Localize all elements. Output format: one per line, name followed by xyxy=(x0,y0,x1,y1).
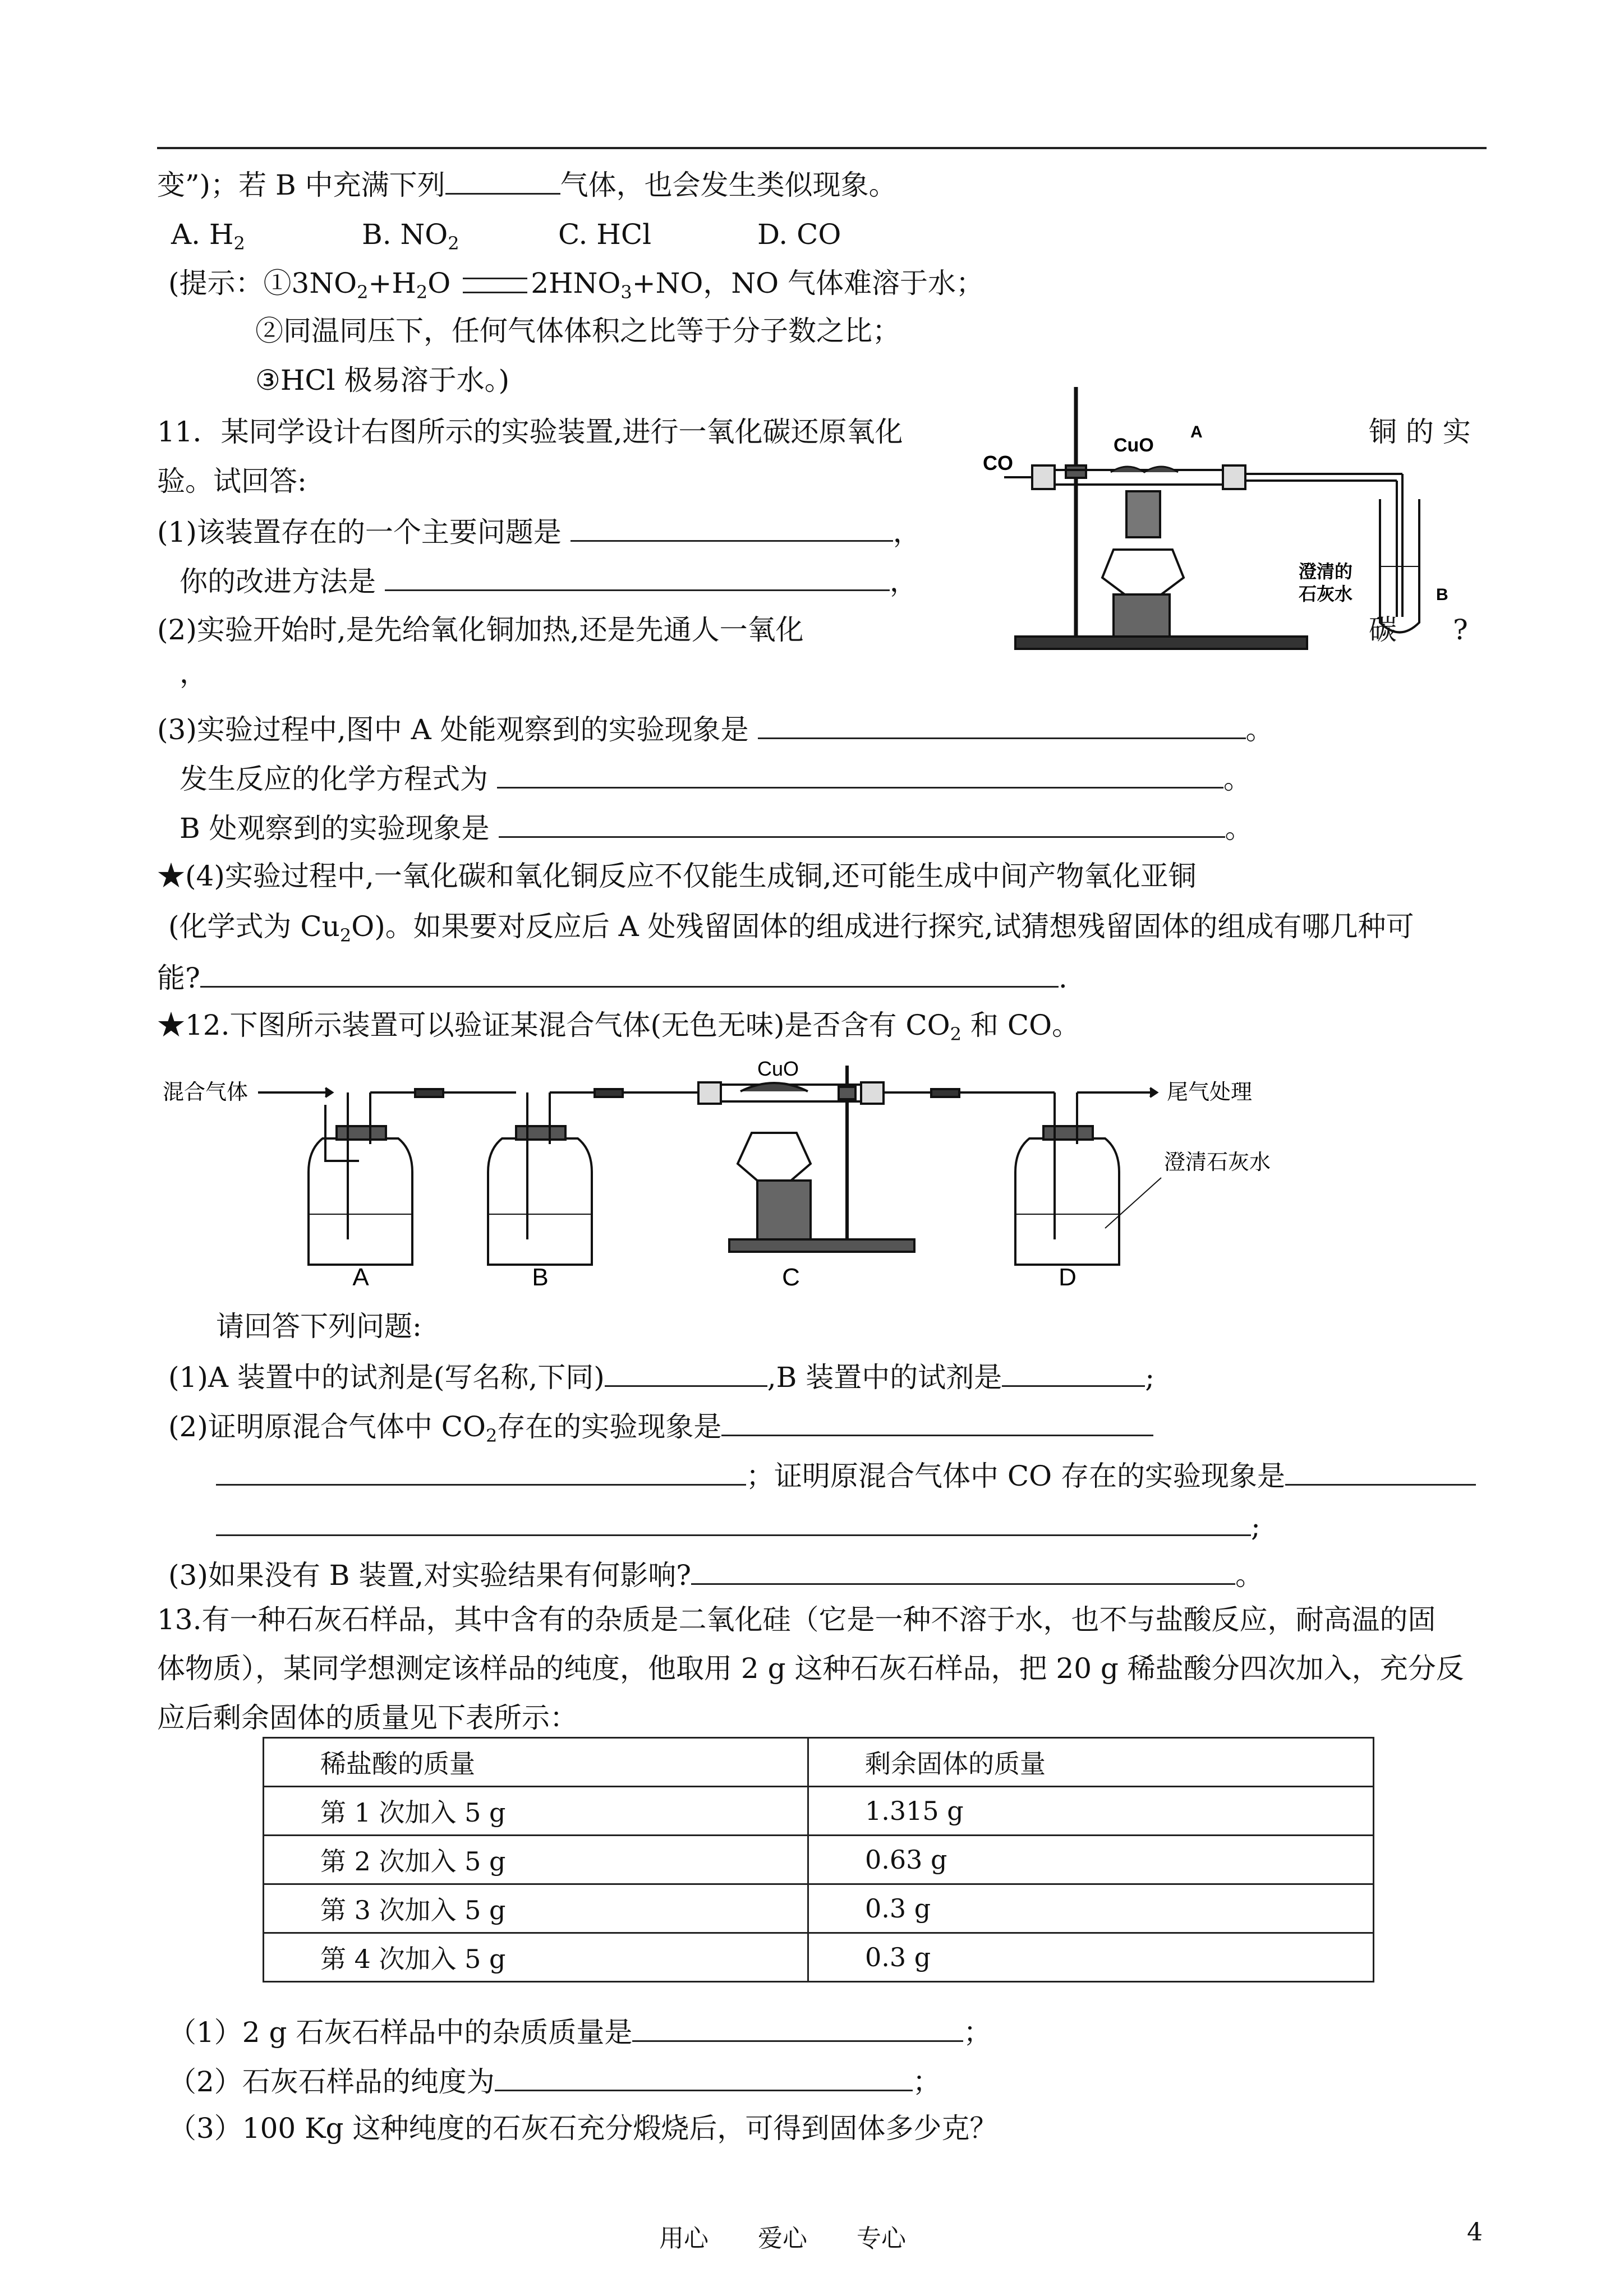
table-row xyxy=(264,1787,1374,1836)
table-row xyxy=(264,1933,1374,1982)
fig-label-mixed-gas: 混合气体 xyxy=(163,1081,249,1104)
q11-part4a: ★(4)实验过程中,一氧化碳和氧化铜反应不仅能生成铜,还可能生成中间产物氧化亚铜 xyxy=(157,860,1197,892)
q10-option-a[interactable]: A. $H_2$ xyxy=(171,218,245,254)
table-cell: 第 4 次加入 5 g xyxy=(264,1933,808,1982)
q13-part3: （3）100 Kg 这种纯度的石灰石充分煅烧后，可得到固体多少克？ xyxy=(168,2112,998,2145)
q11-part1a-blank[interactable] xyxy=(571,513,893,542)
test-tube-b xyxy=(1380,499,1419,633)
table-cell: 0.3 g xyxy=(808,1884,1374,1933)
q12-stem: ★12.下图所示装置可以验证某混合气体(无色无味)是否含有 $CO_2$ 和 CO。 xyxy=(157,1009,1080,1045)
q10-line1-tail: 气体，也会发生类似现象。 xyxy=(560,169,897,201)
alcohol-lamp xyxy=(1102,550,1184,594)
q13-line2: 体物质），某同学想测定该样品的纯度，他取用 2 g 这种石灰石样品，把 20 g 稀盐酸分四次加入，充分反 xyxy=(157,1652,1464,1685)
q12-part2-blank-c[interactable] xyxy=(1285,1457,1476,1486)
q10-option-c[interactable]: C. HCl xyxy=(558,218,652,251)
q11-part3c: B 处观察到的实验现象是 。 xyxy=(180,809,1253,845)
page-number: 4 xyxy=(1467,2218,1483,2247)
q11-part4c: 能? . xyxy=(157,959,1068,995)
q13-line3: 应后剩余固体的质量见下表所示： xyxy=(157,1702,578,1734)
fig-label-cuo-12: CuO xyxy=(757,1057,799,1080)
q10-hint1: (提示：$①3NO_2+H_2O$ $2HNO_3+NO$，NO 气体难溶于水； xyxy=(168,267,984,303)
wire-gauze xyxy=(1126,491,1160,537)
fig-label-lime-water: 澄清石灰水 xyxy=(1164,1151,1271,1174)
q11-part2-tail: 碳 ? xyxy=(1369,614,1468,646)
q12-part2-blank-d[interactable] xyxy=(216,1507,1251,1536)
base-plate xyxy=(1015,637,1307,649)
fig-label-lime-1: 澄清的 xyxy=(1299,561,1353,582)
fig-label-cuo: CuO xyxy=(1114,435,1154,456)
q11-stem-line2: 验。试回答: xyxy=(157,465,307,497)
q13-results-table xyxy=(263,1737,1374,1983)
fig-label-bottle-b: B xyxy=(532,1264,549,1290)
q11-part3b-blank[interactable] xyxy=(497,760,1223,789)
header-rule xyxy=(157,147,1487,149)
q13-part2: （2）石灰石样品的纯度为 ； xyxy=(168,2063,941,2099)
q11-part4-blank[interactable] xyxy=(200,959,1059,988)
q11-part3a: (3)实验过程中,图中 A 处能观察到的实验现象是 。 xyxy=(157,711,1274,746)
table-row xyxy=(264,1884,1374,1933)
q10-hint3: ③HCl 极易溶于水。) xyxy=(255,364,510,397)
q11-part3c-blank[interactable] xyxy=(499,809,1225,838)
q12-part2-blank-b[interactable] xyxy=(216,1457,746,1486)
q12-part2-blank-a[interactable] xyxy=(721,1408,1153,1436)
q12-part1: (1)A 装置中的试剂是(写名称,下同) ,B 装置中的试剂是 ; xyxy=(168,1358,1154,1394)
q12-part2a: (2)证明原混合气体中 $CO_2$存在的实验现象是 xyxy=(168,1408,1153,1444)
q10-hint2: ②同温同压下，任何气体体积之比等于分子数之比； xyxy=(255,315,900,347)
table-cell: 0.63 g xyxy=(808,1836,1374,1884)
q12-part1-blank-b[interactable] xyxy=(1002,1358,1145,1387)
table-header-cell: 稀盐酸的质量 xyxy=(264,1738,808,1787)
fig-label-lime-2: 石灰水 xyxy=(1299,584,1353,604)
bottle-b xyxy=(488,1138,592,1265)
q10-option-b[interactable]: B. $NO_2$ xyxy=(362,218,459,254)
q12-part1-blank-a[interactable] xyxy=(605,1358,767,1387)
q10-answer-blank[interactable] xyxy=(445,166,560,195)
q11-part1b: 你的改进方法是 ， xyxy=(180,563,918,598)
q12-ask: 请回答下列问题: xyxy=(216,1310,422,1343)
table-cell: 第 2 次加入 5 g xyxy=(264,1836,808,1884)
q12-part3-blank[interactable] xyxy=(691,1556,1235,1585)
q10-line1 xyxy=(157,166,897,202)
table-header-row xyxy=(264,1738,1374,1787)
wooden-block xyxy=(1114,594,1170,637)
q12-apparatus-figure xyxy=(157,1054,1391,1290)
q13-part2-blank[interactable] xyxy=(495,2063,913,2091)
q10-option-d[interactable]: D. CO xyxy=(757,218,841,251)
table-cell: 第 3 次加入 5 g xyxy=(264,1884,808,1933)
q12-part2b: ；证明原混合气体中 CO 存在的实验现象是 xyxy=(216,1457,1476,1493)
q11-part3a-blank[interactable] xyxy=(758,711,1246,739)
table-cell: 1.315 g xyxy=(808,1787,1374,1836)
q11-stem-line1-tail: 铜 的 实 xyxy=(1369,416,1471,448)
q11-part2: (2)实验开始时,是先给氧化铜加热,还是先通人一氧化 xyxy=(157,614,804,646)
fig-label-bottle-a: A xyxy=(352,1264,369,1290)
q13-line1: 13.有一种石灰石样品，其中含有的杂质是二氧化硅（它是一种不溶于水，也不与盐酸反应，耐高温的固 xyxy=(157,1603,1436,1636)
q13-part1-blank[interactable] xyxy=(632,2013,963,2042)
q11-part4b: (化学式为 $Cu_2O$)。如果要对反应后 A 处残留固体的组成进行探究,试猜想残留固体的组成有哪几种可 xyxy=(168,910,1414,946)
fig-label-tube-c: C xyxy=(782,1264,800,1290)
bottle-a xyxy=(309,1138,412,1265)
q12-part2c: ; xyxy=(216,1507,1260,1543)
fig-label-a: A xyxy=(1190,423,1203,441)
q11-part3b: 发生反应的化学方程式为 。 xyxy=(180,760,1252,796)
fig-label-b: B xyxy=(1436,585,1448,604)
table-row xyxy=(264,1836,1374,1884)
table-cell: 0.3 g xyxy=(808,1933,1374,1982)
table-cell: 第 1 次加入 5 g xyxy=(264,1787,808,1836)
footer-motto: 用心 爱心 专心 xyxy=(659,2224,906,2253)
q11-part1b-blank[interactable] xyxy=(385,563,890,591)
q11-apparatus-figure xyxy=(970,381,1509,651)
q12-part3: (3)如果没有 B 装置,对实验结果有何影响? 。 xyxy=(168,1556,1263,1592)
table-header-cell: 剩余固体的质量 xyxy=(808,1738,1374,1787)
reaction-equals-sign xyxy=(463,278,527,293)
fig-label-bottle-d: D xyxy=(1059,1264,1076,1290)
q10-line1-text: 变”)；若 B 中充满下列 xyxy=(157,169,445,201)
fig-label-tail-gas: 尾气处理 xyxy=(1167,1081,1253,1104)
q11-part2-blank[interactable]: ， xyxy=(180,657,208,689)
q13-part1: （1）2 g 石灰石样品中的杂质质量是 ； xyxy=(168,2013,991,2049)
fig-label-co: CO xyxy=(983,451,1013,474)
q11-part1a: (1)该装置存在的一个主要问题是 ， xyxy=(157,513,921,549)
bottle-d xyxy=(1015,1138,1119,1265)
q11-stem-line1: 11．某同学设计右图所示的实验装置,进行一氧化碳还原氧化 xyxy=(157,416,903,448)
alcohol-lamp-c xyxy=(738,1133,811,1181)
q10-options xyxy=(171,218,245,254)
